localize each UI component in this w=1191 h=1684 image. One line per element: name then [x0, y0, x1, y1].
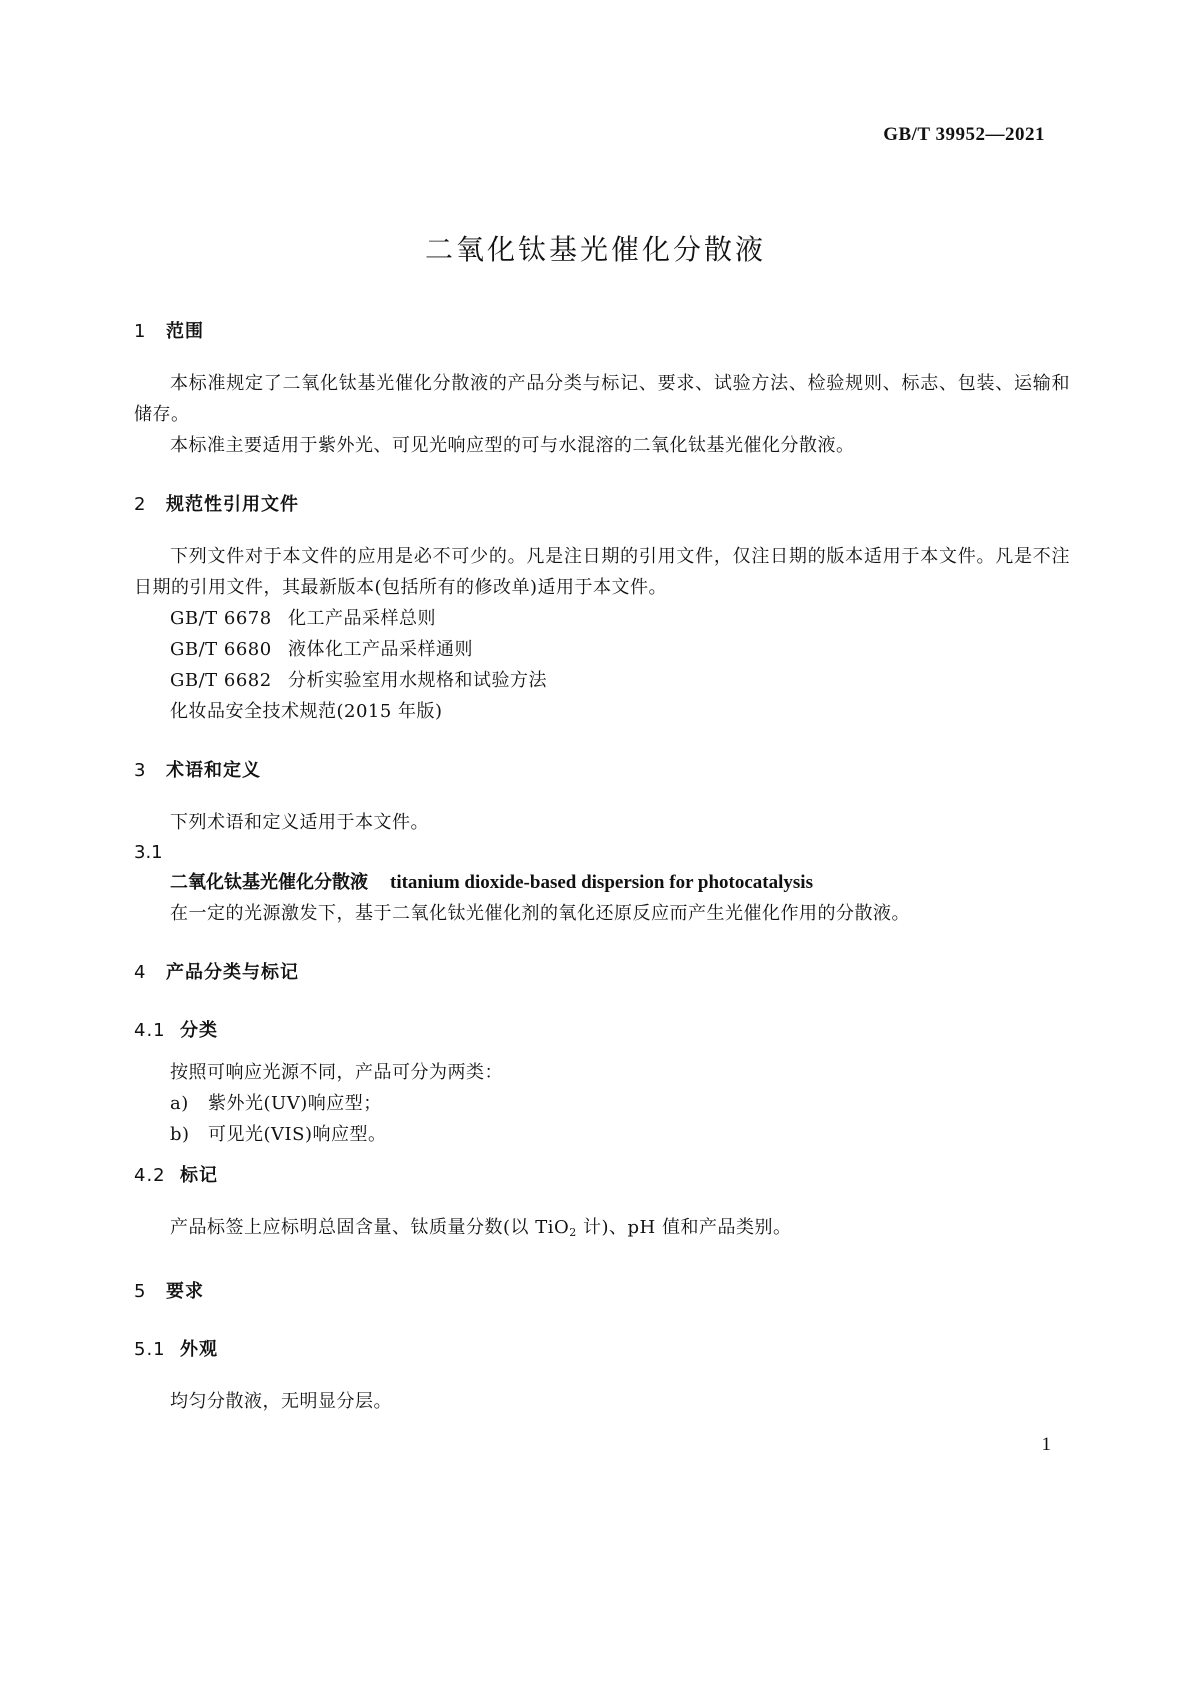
paragraph: 下列术语和定义适用于本文件。: [170, 812, 429, 833]
list-item: [134, 1088, 1070, 1119]
section-1-heading: [134, 318, 1070, 346]
reference-code: GB/T 6678: [170, 608, 272, 629]
subsection-title: 外观: [180, 1339, 218, 1360]
section-number: 1: [134, 321, 147, 342]
term-number: 3.1: [134, 842, 163, 863]
reference-item: [134, 665, 1070, 696]
section-title: 要求: [166, 1281, 204, 1302]
list-item: [134, 1119, 1070, 1150]
text-before-subscript: 产品标签上应标明总固含量、钛质量分数(以 TiO: [170, 1217, 570, 1238]
reference-item: [134, 603, 1070, 634]
reference-code: GB/T 6680: [170, 639, 272, 660]
paragraph: 下列文件对于本文件的应用是必不可少的。凡是注日期的引用文件，仅注日期的版本适用于本文件。凡是不注日期的引用文件，其最新版本(包括所有的修改单)适用于本文件。: [134, 546, 1070, 598]
section-title: 术语和定义: [166, 760, 261, 781]
text-after-subscript: 计)、pH 值和产品类别。: [576, 1217, 792, 1238]
subscript: 2: [569, 1226, 577, 1239]
section-title: 规范性引用文件: [166, 494, 299, 515]
term-chinese: 二氧化钛基光催化分散液: [170, 872, 368, 893]
subsection-number: 5.1: [134, 1339, 166, 1360]
subsection-4-1-heading: [134, 1017, 1070, 1045]
reference-title: 化工产品采样总则: [288, 608, 436, 629]
document-title: 二氧化钛基光催化分散液: [424, 233, 766, 266]
subsection-title: 分类: [180, 1020, 218, 1041]
section-5-heading: [134, 1278, 1070, 1306]
section-3-heading: [134, 757, 1070, 785]
paragraph: 均匀分散液，无明显分层。: [170, 1391, 392, 1412]
section-4-heading: [134, 959, 1070, 987]
section-number: 2: [134, 494, 147, 515]
reference-code: GB/T 6682: [170, 670, 272, 691]
paragraph: 本标准主要适用于紫外光、可见光响应型的可与水混溶的二氧化钛基光催化分散液。: [170, 435, 855, 456]
reference-item: 化妆品安全技术规范(2015 年版): [170, 701, 443, 722]
section-number: 5: [134, 1281, 147, 1302]
section-title: 产品分类与标记: [166, 962, 299, 983]
term-definition: 在一定的光源激发下，基于二氧化钛光催化剂的氧化还原反应而产生光催化作用的分散液。: [170, 903, 910, 924]
section-title: 范围: [166, 321, 204, 342]
list-marker: a): [170, 1093, 189, 1114]
reference-title: 液体化工产品采样通则: [288, 639, 473, 660]
section-2-heading: [134, 491, 1070, 519]
subsection-5-1-heading: [134, 1336, 1070, 1364]
subsection-number: 4.1: [134, 1020, 166, 1041]
term-english: titanium dioxide-based dispersion for photocatalysis: [390, 872, 813, 893]
paragraph: 本标准规定了二氧化钛基光催化分散液的产品分类与标记、要求、试验方法、检验规则、标志、包装、运输和储存。: [134, 373, 1070, 425]
list-marker: b): [170, 1124, 190, 1145]
list-text: 紫外光(UV)响应型；: [208, 1093, 382, 1114]
subsection-number: 4.2: [134, 1165, 166, 1186]
term-entry: [134, 868, 1070, 898]
list-text: 可见光(VIS)响应型。: [208, 1124, 387, 1145]
paragraph: 按照可响应光源不同，产品可分为两类：: [170, 1062, 503, 1083]
page-number: 1: [1041, 1434, 1051, 1455]
section-number: 4: [134, 962, 147, 983]
subsection-4-2-heading: [134, 1162, 1070, 1190]
subsection-title: 标记: [180, 1165, 218, 1186]
document-body: [134, 318, 1070, 1417]
reference-title: 分析实验室用水规格和试验方法: [288, 670, 547, 691]
paragraph: [134, 1212, 1070, 1248]
section-number: 3: [134, 760, 147, 781]
standard-code: GB/T 39952—2021: [883, 124, 1045, 145]
reference-item: [134, 634, 1070, 665]
